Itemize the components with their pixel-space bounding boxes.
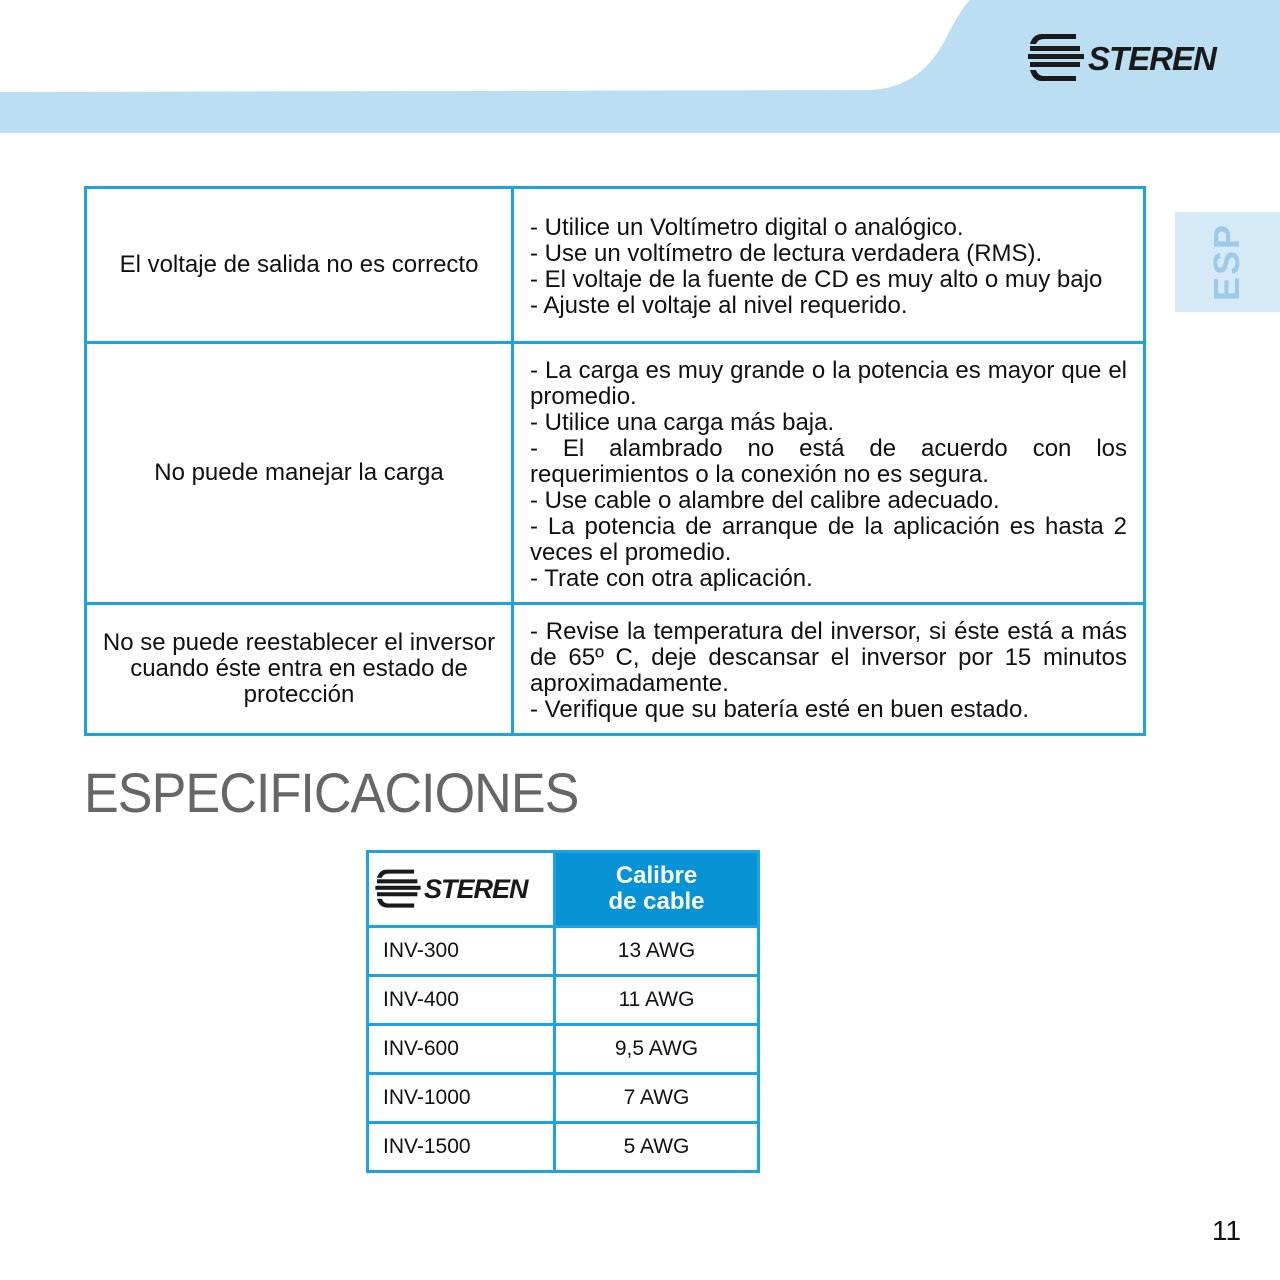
- section-title: ESPECIFICACIONES: [84, 761, 579, 824]
- model-cell: INV-400: [368, 976, 555, 1025]
- solution-cell: [513, 604, 1145, 735]
- solution-line: - La potencia de arranque de la aplicación es hasta 2 veces el promedio.: [530, 513, 1127, 566]
- table-row: [368, 1074, 759, 1123]
- gauge-cell: 7 AWG: [555, 1074, 759, 1123]
- gauge-cell: 13 AWG: [555, 927, 759, 976]
- gauge-cell: 11 AWG: [555, 976, 759, 1025]
- solution-line: - Utilice una carga más baja.: [530, 409, 835, 436]
- steren-logo-icon: [1028, 32, 1084, 84]
- language-tab[interactable]: [1175, 212, 1280, 312]
- solution-line: - Revise la temperatura del inversor, si éste está a más de 65º C, deje descansar el inversor por 15 minutos aproximadamente.: [530, 618, 1127, 697]
- solution-line: - La carga es muy grande o la potencia es mayor que el promedio.: [530, 357, 1127, 410]
- language-tab-label: ESP: [1206, 222, 1248, 302]
- problem-cell: No puede manejar la carga: [86, 343, 513, 604]
- solution-line: - Use cable o alambre del calibre adecuado.: [530, 487, 1000, 514]
- table-header-row: [368, 852, 759, 927]
- model-cell: INV-1500: [368, 1123, 555, 1172]
- column-header-gauge: [555, 852, 759, 927]
- solution-cell: [513, 188, 1145, 343]
- gauge-cell: 9,5 AWG: [555, 1025, 759, 1074]
- solution-line: - Use un voltímetro de lectura verdadera (RMS).: [530, 240, 1043, 267]
- troubleshooting-table: [84, 186, 1146, 736]
- solution-cell: [513, 343, 1145, 604]
- solution-line: - Trate con otra aplicación.: [530, 565, 813, 592]
- model-cell: INV-600: [368, 1025, 555, 1074]
- table-row: [86, 188, 1145, 343]
- steren-logo: [1028, 32, 1216, 84]
- solution-line: - Ajuste el voltaje al nivel requerido.: [530, 292, 908, 319]
- table-row: [368, 976, 759, 1025]
- table-row: [368, 1025, 759, 1074]
- table-row: [86, 604, 1145, 735]
- gauge-cell: 5 AWG: [555, 1123, 759, 1172]
- solution-line: - Utilice un Voltímetro digital o analógico.: [530, 214, 964, 241]
- steren-logo-icon: [375, 868, 421, 910]
- column-header-line: Calibre: [615, 862, 698, 889]
- table-row: [368, 1123, 759, 1172]
- solution-line: - El alambrado no está de acuerdo con los requerimientos o la conexión no es segura.: [530, 435, 1127, 488]
- problem-cell: El voltaje de salida no es correcto: [86, 188, 513, 343]
- model-cell: INV-300: [368, 927, 555, 976]
- logo-cell: [368, 852, 555, 927]
- solution-line: - Verifique que su batería esté en buen estado.: [530, 696, 1030, 723]
- model-cell: INV-1000: [368, 1074, 555, 1123]
- problem-cell: No se puede reestablecer el inversor cuando éste entra en estado de protección: [86, 604, 513, 735]
- table-row: [368, 927, 759, 976]
- brand-name: STEREN: [1088, 39, 1216, 77]
- specifications-table: [366, 850, 760, 1173]
- table-row: [86, 343, 1145, 604]
- column-header-line: de cable: [608, 888, 705, 915]
- solution-line: - El voltaje de la fuente de CD es muy alto o muy bajo: [530, 266, 1103, 293]
- brand-name: STEREN: [424, 873, 528, 904]
- page-number: 11: [1212, 1215, 1242, 1246]
